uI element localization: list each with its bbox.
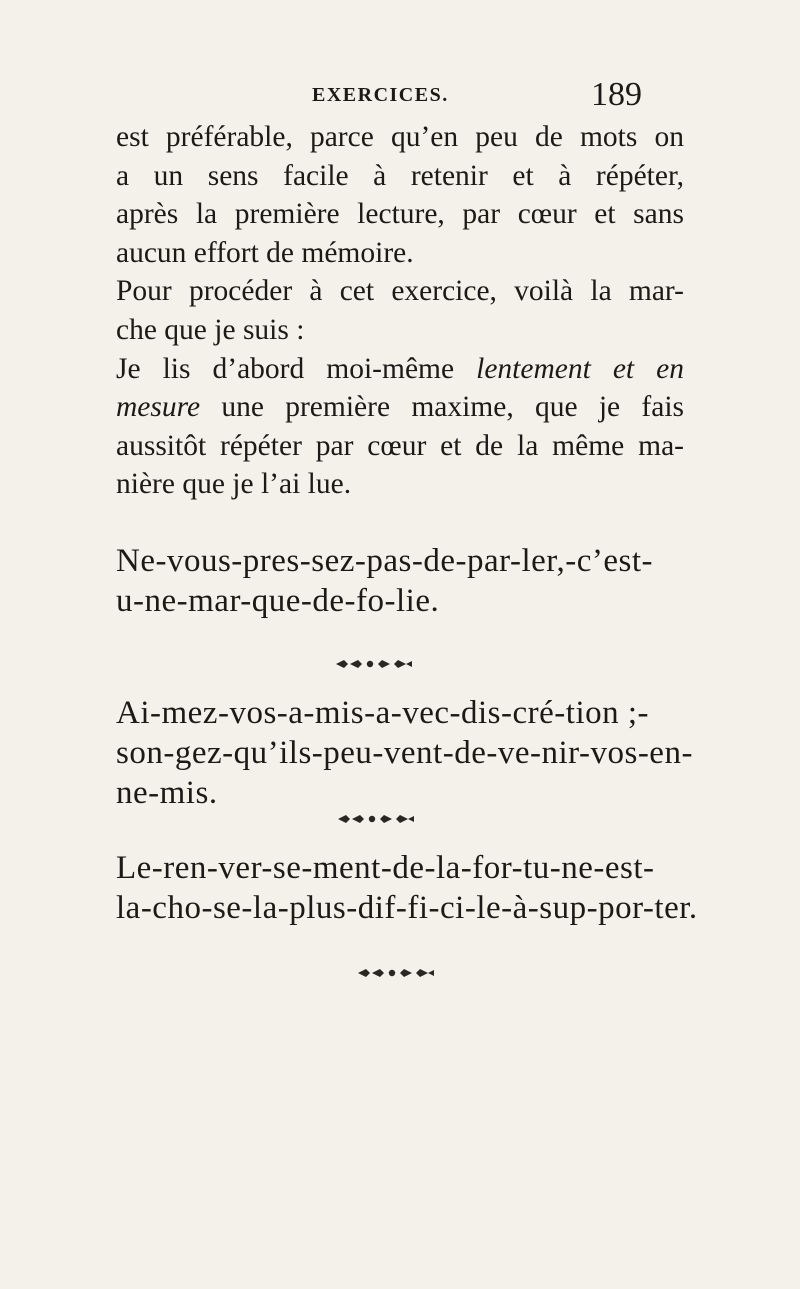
italic-run: mesure bbox=[116, 391, 201, 424]
running-title: EXERCICES. bbox=[312, 84, 449, 106]
text-line: a un sens facile à retenir et à répéter, bbox=[116, 159, 684, 192]
maxim-line: son-gez-qu’ils-peu-vent-de-ve-nir-vos-en- bbox=[116, 735, 693, 771]
maxim-1 bbox=[116, 541, 706, 621]
italic-run: lentement et en bbox=[476, 352, 684, 385]
text-run: Je lis d’abord moi-même bbox=[116, 352, 477, 385]
maxim-2 bbox=[116, 693, 706, 813]
text-line bbox=[116, 350, 684, 389]
maxim-line: Ai-mez-vos-a-mis-a-vec-dis-cré-tion ;- bbox=[116, 695, 650, 731]
ornament-divider-icon bbox=[356, 965, 436, 981]
ornament-divider-icon bbox=[336, 811, 416, 827]
text-run: une première maxime, que je fais bbox=[200, 391, 684, 424]
ornament-divider-icon bbox=[334, 656, 414, 672]
maxim-3 bbox=[116, 848, 706, 928]
maxim-line: Le-ren-ver-se-ment-de-la-for-tu-ne-est- bbox=[116, 850, 655, 886]
running-head bbox=[312, 78, 652, 118]
text-line: est préférable, parce qu’en peu de mots on bbox=[116, 121, 684, 153]
maxim-line: ne-mis. bbox=[116, 775, 218, 811]
body-text bbox=[116, 118, 684, 504]
page-number: 189 bbox=[591, 76, 642, 113]
text-line: aucun effort de mémoire. bbox=[116, 236, 414, 269]
text-line: nière que je l’ai lue. bbox=[116, 468, 352, 501]
maxim-line: u-ne-mar-que-de-fo-lie. bbox=[116, 583, 440, 619]
maxim-line: Ne-vous-pres-sez-pas-de-par-ler,-c’est- bbox=[116, 543, 653, 579]
text-line: aussitôt répéter par cœur et de la même ma- bbox=[116, 429, 684, 462]
maxim-line: la-cho-se-la-plus-dif-fi-ci-le-à-sup-por-ter. bbox=[116, 890, 698, 926]
text-line: après la première lecture, par cœur et sans bbox=[116, 198, 684, 231]
text-line: Pour procéder à cet exercice, voilà la mar- bbox=[116, 275, 684, 308]
text-line bbox=[116, 388, 684, 427]
text-line: che que je suis : bbox=[116, 313, 305, 346]
